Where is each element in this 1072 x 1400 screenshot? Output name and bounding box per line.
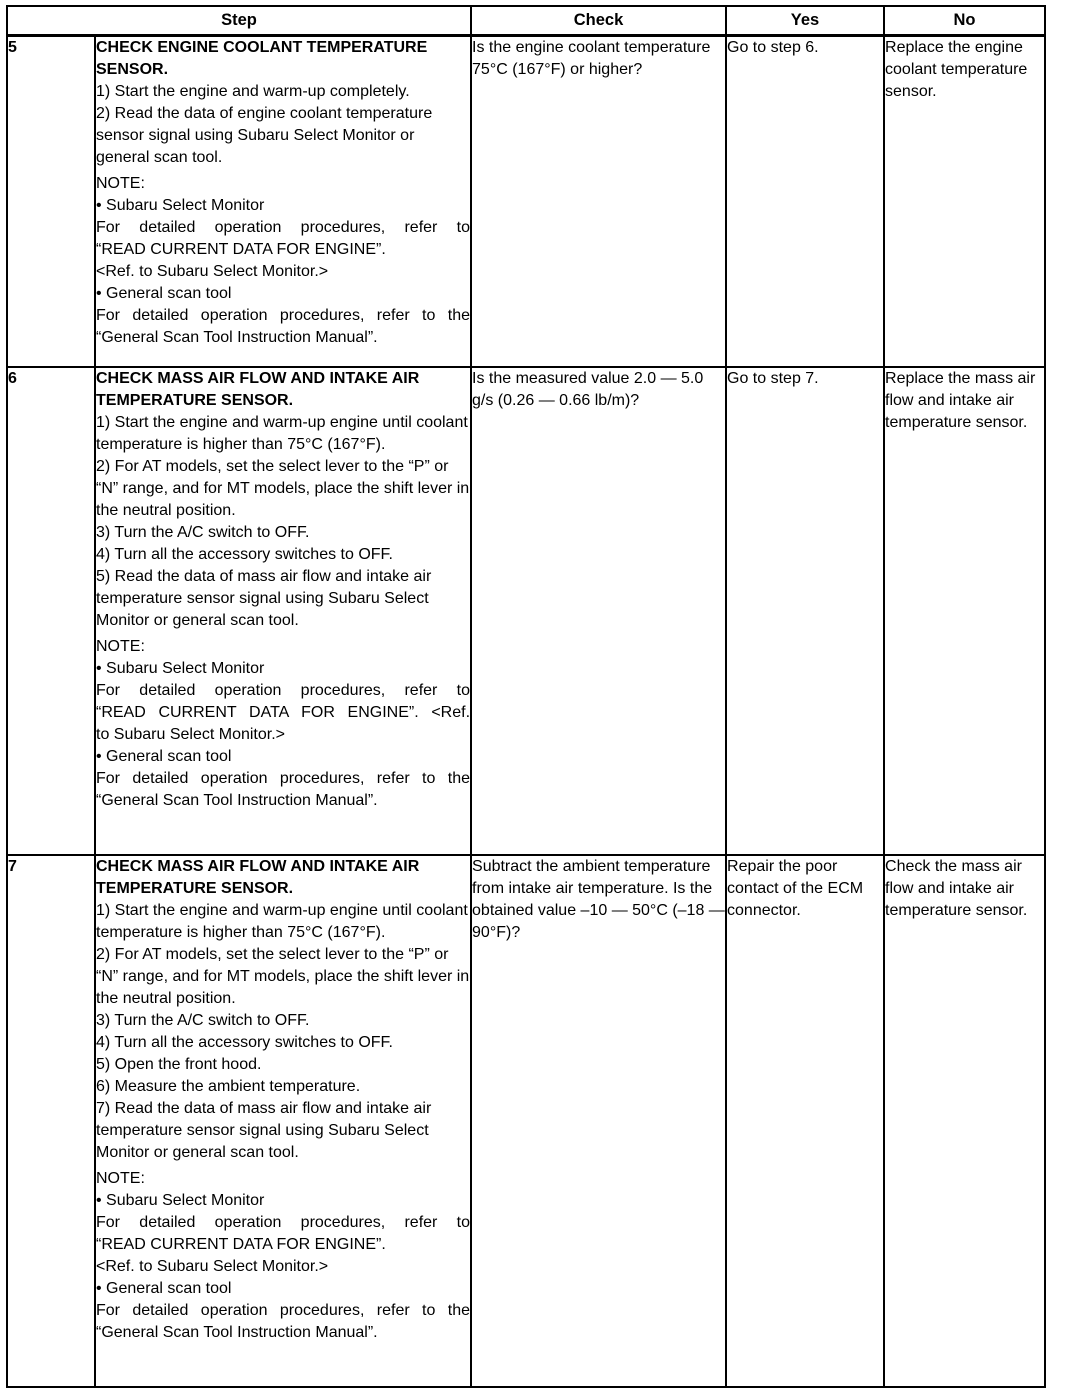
step-instructions xyxy=(95,367,471,855)
note-text: “General Scan Tool Instruction Manual”. xyxy=(96,329,378,346)
note-bullet: • General scan tool xyxy=(96,748,232,765)
note-bullet: • Subaru Select Monitor xyxy=(96,1192,265,1209)
instruction-line: 4) Turn all the accessory switches to OFF. xyxy=(96,546,393,563)
instruction-line: 5) Read the data of mass air flow and intake air temperature sensor signal using Subaru Select Monitor or general scan tool. xyxy=(96,568,432,629)
note-heading: NOTE: xyxy=(96,638,145,655)
note-bullet: • General scan tool xyxy=(96,285,232,302)
step-title: CHECK ENGINE COOLANT TEMPERATURE SENSOR. xyxy=(96,39,428,78)
instruction-line: 4) Turn all the accessory switches to OFF. xyxy=(96,1034,393,1051)
note-ref: <Ref. to Subaru Select Monitor.> xyxy=(96,263,329,280)
no-cell: Replace the engine coolant temperature sensor. xyxy=(884,36,1045,368)
check-cell: Is the measured value 2.0 — 5.0 g/s (0.26 — 0.66 lb/m)? xyxy=(471,367,726,855)
note-bullet: • General scan tool xyxy=(96,1280,232,1297)
header-yes: Yes xyxy=(726,6,884,36)
step-title: CHECK MASS AIR FLOW AND INTAKE AIR TEMPERATURE SENSOR. xyxy=(96,370,420,409)
yes-cell: Go to step 6. xyxy=(726,36,884,368)
instruction-line: 2) For AT models, set the select lever to the “P” or “N” range, and for MT models, place the shift lever in the neutral position. xyxy=(96,946,470,1007)
table-row xyxy=(7,36,1045,368)
yes-cell: Repair the poor contact of the ECM connector. xyxy=(726,855,884,1387)
note-text: “READ CURRENT DATA FOR ENGINE”. xyxy=(96,241,386,258)
note-text: For detailed operation procedures, refer to the xyxy=(96,307,471,324)
note-heading: NOTE: xyxy=(96,1170,145,1187)
note-text: For detailed operation procedures, refer to the xyxy=(96,770,471,787)
header-row xyxy=(7,6,1045,36)
instruction-line: 5) Open the front hood. xyxy=(96,1056,262,1073)
table-row xyxy=(7,855,1045,1387)
step-number: 6 xyxy=(7,367,95,855)
table-row xyxy=(7,367,1045,855)
step-number: 5 xyxy=(7,36,95,368)
note-ref: to Subaru Select Monitor.> xyxy=(96,726,285,743)
instruction-line: 3) Turn the A/C switch to OFF. xyxy=(96,524,310,541)
note-text: “General Scan Tool Instruction Manual”. xyxy=(96,792,378,809)
note-heading: NOTE: xyxy=(96,175,145,192)
step-title: CHECK MASS AIR FLOW AND INTAKE AIR TEMPERATURE SENSOR. xyxy=(96,858,420,897)
note-text: For detailed operation procedures, refer to xyxy=(96,682,471,699)
note-bullet: • Subaru Select Monitor xyxy=(96,660,265,677)
no-cell: Check the mass air flow and intake air temperature sensor. xyxy=(884,855,1045,1387)
yes-cell: Go to step 7. xyxy=(726,367,884,855)
diagnostic-procedure-table xyxy=(6,5,1046,1388)
header-no: No xyxy=(884,6,1045,36)
instruction-line: 2) Read the data of engine coolant temperature sensor signal using Subaru Select Monitor or general scan tool. xyxy=(96,105,433,166)
note-text: “READ CURRENT DATA FOR ENGINE”. xyxy=(96,1236,386,1253)
step-number: 7 xyxy=(7,855,95,1387)
note-text: “READ CURRENT DATA FOR ENGINE”. <Ref. xyxy=(96,704,471,721)
note-text: For detailed operation procedures, refer to xyxy=(96,1214,471,1231)
note-text: “General Scan Tool Instruction Manual”. xyxy=(96,1324,378,1341)
instruction-line: 7) Read the data of mass air flow and intake air temperature sensor signal using Subaru Select Monitor or general scan tool. xyxy=(96,1100,432,1161)
instruction-line: 1) Start the engine and warm-up engine until coolant temperature is higher than 75°C (167°F). xyxy=(96,902,468,941)
instruction-line: 3) Turn the A/C switch to OFF. xyxy=(96,1012,310,1029)
header-step: Step xyxy=(7,6,471,36)
note-text: For detailed operation procedures, refer to the xyxy=(96,1302,471,1319)
check-cell: Subtract the ambient temperature from intake air temperature. Is the obtained value –10 — 50°C (–18 — 90°F)? xyxy=(471,855,726,1387)
no-cell: Replace the mass air flow and intake air temperature sensor. xyxy=(884,367,1045,855)
check-cell: Is the engine coolant temperature 75°C (167°F) or higher? xyxy=(471,36,726,368)
step-instructions xyxy=(95,36,471,368)
instruction-line: 2) For AT models, set the select lever to the “P” or “N” range, and for MT models, place the shift lever in the neutral position. xyxy=(96,458,470,519)
header-check: Check xyxy=(471,6,726,36)
note-text: For detailed operation procedures, refer to xyxy=(96,219,471,236)
instruction-line: 6) Measure the ambient temperature. xyxy=(96,1078,361,1095)
instruction-line: 1) Start the engine and warm-up completely. xyxy=(96,83,410,100)
instruction-line: 1) Start the engine and warm-up engine until coolant temperature is higher than 75°C (167°F). xyxy=(96,414,468,453)
step-instructions xyxy=(95,855,471,1387)
note-ref: <Ref. to Subaru Select Monitor.> xyxy=(96,1258,329,1275)
note-bullet: • Subaru Select Monitor xyxy=(96,197,265,214)
